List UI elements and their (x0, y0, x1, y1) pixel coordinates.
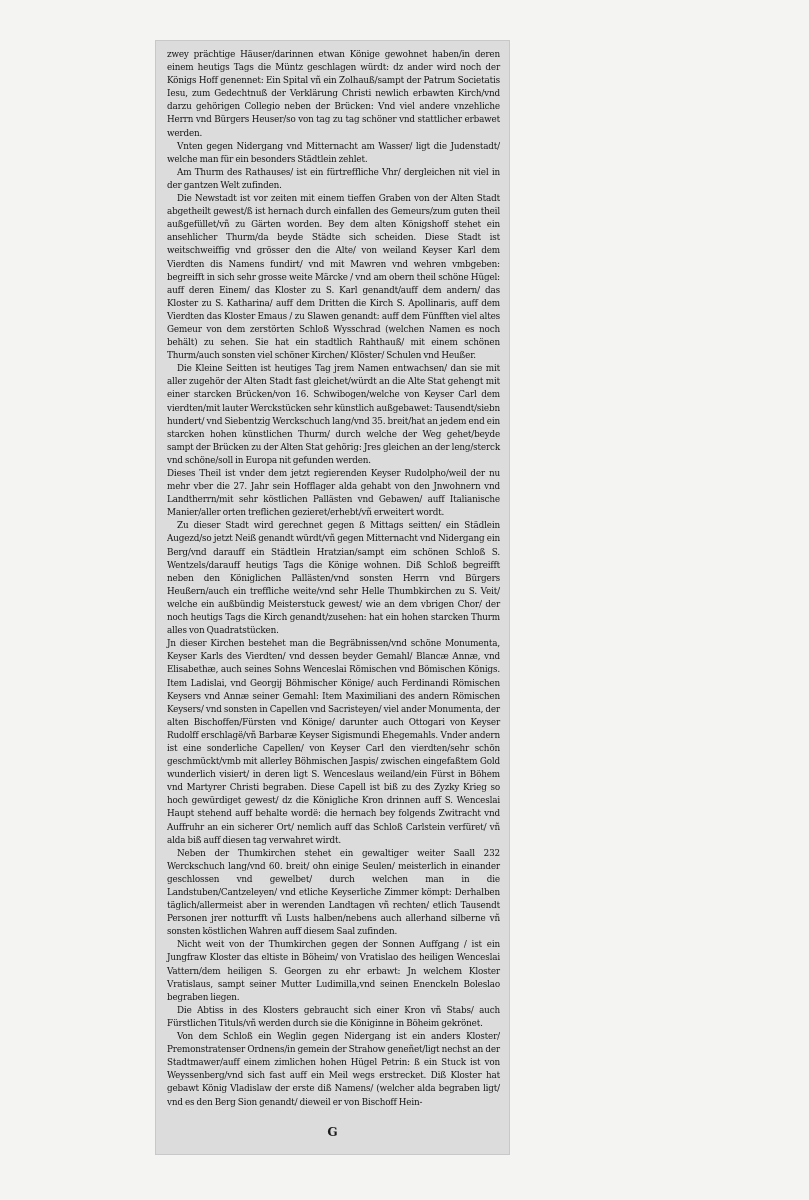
paragraph: Zu dieser Stadt wird gerechnet gegen ß Mittags seitten/ ein Städlein Augezd/so jetzt Neiß genandt würdt/vñ gegen Mitternacht vnd Nidergang ein Berg/vnd darauff ein Städtlein Hratzian/sampt eim schönen Schloß S. Wentzels/darauff heutigs Tags die Könige wohnen. Diß Schloß begreifft neben den Königlichen Pallästen/vnd sonsten Herrn vnd Bürgers Heußern/auch ein treffliche weite/vnd sehr Helle Thumbkirchen zu S. Veit/ welche ein außbündig Meisterstuck gewest/ wie an dem vbrigen Chor/ der noch heutigs Tags die Kirch genandt/zusehen: hat ein hohen starcken Thurm alles von Quadratstücken. (167, 521, 500, 637)
paragraph: Am Thurm des Rathauses/ ist ein fürtreffliche Vhr/ dergleichen nit viel in der gantzen Welt zufinden. (167, 167, 500, 191)
paragraph: Die Newstadt ist vor zeiten mit einem tieffen Graben von der Alten Stadt abgetheilt gewest/ß ist hernach durch einfallen des Gemeurs/zum guten theil außgefüllet/vñ zu Gärten worden. Bey dem alten Königshoff stehet ein ansehlicher Thurm/da beyde Städte sich scheiden. Diese Stadt ist weitschweiffig vnd grösser den die Alte/ von weiland Keyser Karl dem Vierdten dis Namens fundirt/ vnd mit Mawren vnd wehren vmbgeben: begreifft in sich sehr grosse weite Märcke / vnd am obern theil schöne Hügel: auff deren Einem/ das Kloster zu S. Karl genandt/auff dem andern/ das Kloster zu S. Katharina/ auff dem Dritten die Kirch S. Apollinaris, auff dem Vierdten das Kloster Emaus / zu Slawen genandt: auff dem Fünfften viel altes Gemeur von dem zerstörten Schloß Wysschrad (welchen Namen es noch behält) zu sehen. Sie hat ein stadtlich Rahthauß/ mit einem schönen Thurm/auch sonsten viel schöner Kirchen/ Klöster/ Schulen vnd Heußer. (167, 194, 500, 362)
paragraph: Die Abtiss in des Klosters gebraucht sich einer Kron vñ Stabs/ auch Fürstlichen Tituls/vñ werden durch sie die Königinne in Böheim gekrönet. (167, 1005, 500, 1029)
text-column (167, 49, 500, 1110)
paragraph: Nicht weit von der Thumkirchen gegen der Sonnen Auffgang / ist ein Jungfraw Kloster das eltiste in Böheim/ von Vratislao des heiligen Wenceslai Vattern/dem heiligen S. Georgen zu ehr erbawt: Jn welchem Kloster Vratislaus, sampt seiner Mutter Ludimilla,vnd seinen Enenckeln Boleslao begraben liegen. (167, 940, 500, 1003)
paragraph: Von dem Schloß ein Weglin gegen Nidergang ist ein anders Kloster/ Premonstratenser Ordnens/in gemein der Strahow geneñet/ligt nechst an der Stadtmawer/auff einem zimlichen hohen Hügel Petrin: ß ein Stuck ist von Weyssenberg/vnd sich fast auff ein Meil wegs erstrecket. Diß Kloster hat gebawt König Vladislaw der erste diß Namens/ (welcher alda begraben ligt/ vnd es den Berg Sion genandt/ dieweil er von Bischoff Hein- (167, 1032, 500, 1108)
signature-mark: G (327, 1125, 338, 1139)
paragraph: Dieses Theil ist vnder dem jetzt regierenden Keyser Rudolpho/weil der nu mehr vber die 27. Jahr sein Hofflager alda gehabt von den Jnwohnern vnd Landtherrn/mit sehr köstlichen Pallästen vnd Gebawen/ auff Italianische Manier/aller orten treflichen gezieret/erhebt/vñ erweitert wordt. (167, 469, 500, 519)
paragraph: Die Kleine Seitten ist heutiges Tag jrem Namen entwachsen/ dan sie mit aller zugehör der Alten Stadt fast gleichet/würdt an die Alte Stat gehengt mit einer starcken Brücken/von 16. Schwibogen/welche von Keyser Carl dem vierdten/mit lauter Werckstücken sehr künstlich außgebawet: Tausendt/siebn hundert/ vnd Siebentzig Werckschuch lang/vnd 35. breit/hat an jedem end ein starcken hohen künstlichen Thurm/ durch welche der Weg gehet/beyde sampt der Brücken zu der Alten Stat gehörig: Jres gleichen an der leng/sterck vnd schöne/soll in Europa nit gefunden werden. (167, 364, 500, 466)
paragraph: Neben der Thumkirchen stehet ein gewaltiger weiter Saall 232 Werckschuch lang/vnd 60. breit/ ohn einige Seulen/ meisterlich in einander geschlossen vnd gewelbet/ durch welchen man in die Landstuben/Cantzeleyen/ vnd etliche Keyserliche Zimmer kömpt: Derhalben täglich/allermeist aber in werenden Landtagen vñ rechten/ etlich Tausendt Personen jrer notturfft vñ Lusts halben/nebens auch allerhand silberne vñ sonsten köstlichen Wahren auff diesem Saal zufinden. (167, 848, 500, 938)
paragraph: Jn dieser Kirchen bestehet man die Begräbnissen/vnd schöne Monumenta, Keyser Karls des Vierdten/ vnd dessen beyder Gemahl/ Blancæ Annæ, vnd Elisabethæ, auch seines Sohns Wenceslai Römischen vnd Bömischen Königs. Item Ladislai, vnd Georgij Böhmischer Könige/ auch Ferdinandi Römischen Keysers vnd Annæ seiner Gemahl: Item Maximiliani des andern Römischen Keysers/ vnd sonsten in Capellen vnd Sacristeyen/ viel ander Monumenta, der alten Bischoffen/Fürsten vnd Könige/ darunter auch Ottogari von Keyser Rudolff erschlagë/vñ Barbaræ Keyser Sigismundi Ehegemahls. Vnder andern ist eine sonderliche Capellen/ von Keyser Carl den vierdten/sehr schön geschmückt/vmb mit allerley Böhmischen Jaspis/ zwischen eingefaßtem Gold wunderlich visiert/ in deren ligt S. Wenceslaus weiland/ein Fürst in Böhem vnd Martyrer Christi begraben. Diese Capell ist biß zu des Zyzky Krieg so hoch gewürdiget gewest/ dz die Königliche Kron drinnen auff S. Wenceslai Haupt stehend auff behalte wordë: die hernach bey folgends Zwitracht vnd Auffruhr an ein sicherer Ort/ nemlich auff das Schloß Carlstein verfüret/ vñ alda biß auff diesen tag verwahret wirdt. (167, 639, 500, 846)
printed-page (155, 40, 510, 1155)
paragraph: zwey prächtige Häuser/darinnen etwan Könige gewohnet haben/in deren einem heutigs Tags die Müntz geschlagen würdt: dz ander wird noch der Königs Hoff genennet: Ein Spital vñ ein Zolhauß/sampt der Patrum Societatis Iesu, zum Gedechtnuß der Verklärung Christi newlich erbawten Kirch/vnd darzu gehörigen Collegio neben der Brücken: Vnd viel andere vnzehliche Herrn vnd Bürgers Heuser/so von tag zu tag schöner vnd stattlicher erbawet werden. (167, 50, 500, 139)
paragraph: Vnten gegen Nidergang vnd Mitternacht am Wasser/ ligt die Judenstadt/ welche man für ein besonders Städtlein zehlet. (167, 141, 500, 165)
